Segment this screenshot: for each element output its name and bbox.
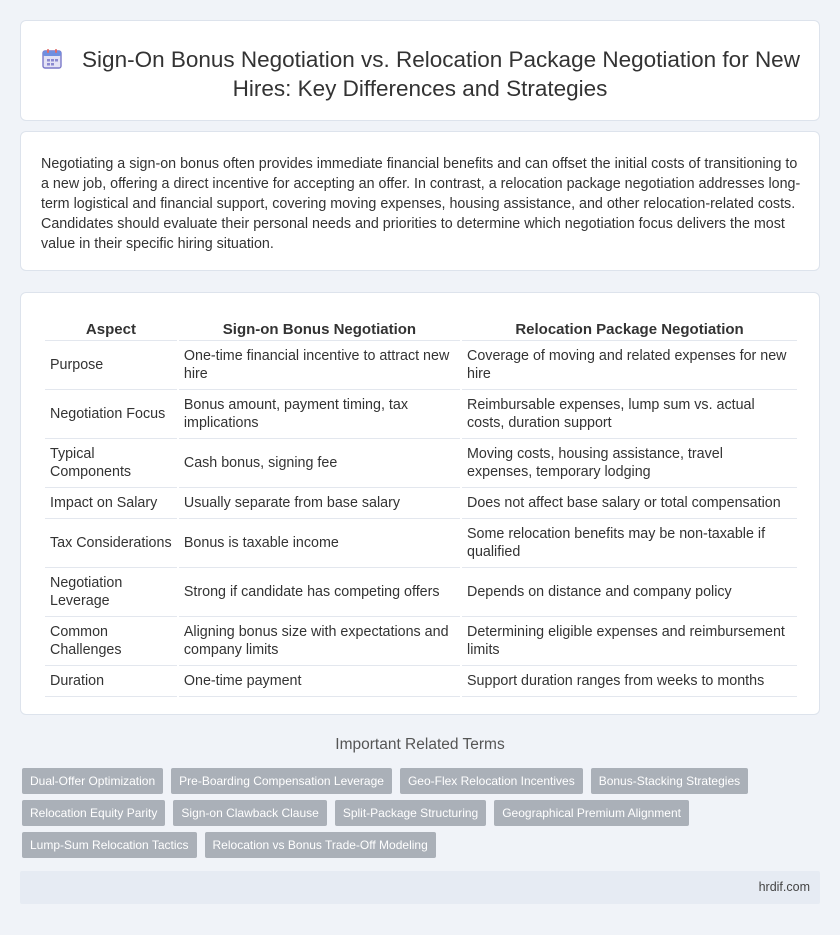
- calendar-icon: [40, 47, 64, 71]
- row-aspect: Typical Components: [45, 439, 177, 488]
- page-title-wrap: [21, 45, 819, 103]
- page-title: Sign-On Bonus Negotiation vs. Relocation Package Negotiation for New Hires: Key Differences and Strategies: [82, 47, 800, 101]
- related-term-tag[interactable]: Dual-Offer Optimization: [22, 768, 163, 794]
- footer-bar: [20, 871, 820, 904]
- row-relocation-value: Moving costs, housing assistance, travel expenses, temporary lodging: [462, 439, 797, 488]
- related-term-tag[interactable]: Sign-on Clawback Clause: [173, 800, 326, 826]
- row-relocation-value: Determining eligible expenses and reimbursement limits: [462, 617, 797, 666]
- table-row: [45, 341, 797, 390]
- related-term-tag[interactable]: Bonus-Stacking Strategies: [591, 768, 748, 794]
- table-row: [45, 617, 797, 666]
- row-aspect: Negotiation Leverage: [45, 568, 177, 617]
- table-row: [45, 439, 797, 488]
- row-relocation-value: Reimbursable expenses, lump sum vs. actual costs, duration support: [462, 390, 797, 439]
- row-aspect: Duration: [45, 666, 177, 697]
- row-bonus-value: Bonus amount, payment timing, tax implications: [179, 390, 460, 439]
- row-bonus-value: Bonus is taxable income: [179, 519, 460, 568]
- row-aspect: Negotiation Focus: [45, 390, 177, 439]
- header-sign-on-bonus: Sign-on Bonus Negotiation: [179, 314, 460, 341]
- related-terms-title: Important Related Terms: [335, 736, 505, 753]
- table-row: [45, 488, 797, 519]
- row-bonus-value: Aligning bonus size with expectations and company limits: [179, 617, 460, 666]
- row-relocation-value: Support duration ranges from weeks to months: [462, 666, 797, 697]
- row-relocation-value: Does not affect base salary or total compensation: [462, 488, 797, 519]
- related-term-tag[interactable]: Geographical Premium Alignment: [494, 800, 689, 826]
- intro-card: [20, 131, 820, 271]
- row-aspect: Common Challenges: [45, 617, 177, 666]
- row-aspect: Purpose: [45, 341, 177, 390]
- footer-site-link[interactable]: hrdif.com: [758, 880, 810, 894]
- related-terms-tags: [22, 768, 822, 858]
- table-row: [45, 519, 797, 568]
- related-term-tag[interactable]: Geo-Flex Relocation Incentives: [400, 768, 583, 794]
- row-relocation-value: Depends on distance and company policy: [462, 568, 797, 617]
- related-term-tag[interactable]: Relocation vs Bonus Trade-Off Modeling: [205, 832, 436, 858]
- related-term-tag[interactable]: Split-Package Structuring: [335, 800, 486, 826]
- table-header-row: [45, 314, 797, 341]
- table-row: [45, 390, 797, 439]
- row-bonus-value: Usually separate from base salary: [179, 488, 460, 519]
- row-relocation-value: Some relocation benefits may be non-taxable if qualified: [462, 519, 797, 568]
- related-term-tag[interactable]: Relocation Equity Parity: [22, 800, 165, 826]
- comparison-table-card: [20, 292, 820, 715]
- row-relocation-value: Coverage of moving and related expenses for new hire: [462, 341, 797, 390]
- row-bonus-value: Cash bonus, signing fee: [179, 439, 460, 488]
- row-bonus-value: One-time financial incentive to attract new hire: [179, 341, 460, 390]
- row-bonus-value: Strong if candidate has competing offers: [179, 568, 460, 617]
- comparison-table: [43, 314, 799, 697]
- header-card: [20, 20, 820, 121]
- header-aspect: Aspect: [45, 314, 177, 341]
- row-aspect: Impact on Salary: [45, 488, 177, 519]
- table-row: [45, 568, 797, 617]
- related-term-tag[interactable]: Pre-Boarding Compensation Leverage: [171, 768, 392, 794]
- related-term-tag[interactable]: Lump-Sum Relocation Tactics: [22, 832, 197, 858]
- header-relocation-package: Relocation Package Negotiation: [462, 314, 797, 341]
- intro-paragraph: Negotiating a sign-on bonus often provides immediate financial benefits and can offset the initial costs of transitioning to a new job, offering a direct incentive for accepting an offer. In contrast, a relocation package negotiation addresses long-term logistical and financial support, covering moving expenses, housing assistance, and other relocation-related costs. Candidates should evaluate their personal needs and priorities to determine which negotiation focus delivers the most value in their specific hiring situation.: [41, 156, 801, 252]
- row-bonus-value: One-time payment: [179, 666, 460, 697]
- table-row: [45, 666, 797, 697]
- row-aspect: Tax Considerations: [45, 519, 177, 568]
